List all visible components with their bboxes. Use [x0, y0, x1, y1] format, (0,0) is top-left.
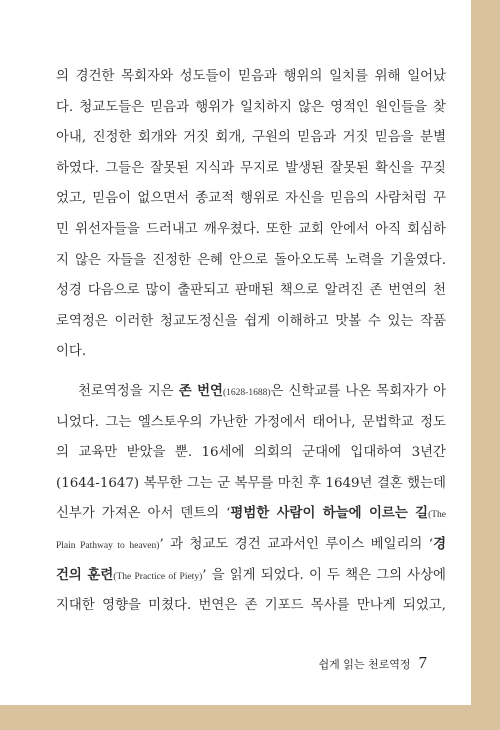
paragraph-1	[56, 62, 446, 368]
book-title-1: 평범한 사람이 하늘에 이르는 길	[230, 506, 429, 522]
text-line: 민 위선자들을 드러내고 깨우쳤다. 또한 교회 안에서 아직 회심하	[56, 221, 446, 237]
author-name: 존 번연	[178, 384, 223, 399]
text-segment: 신부가 가져온 아서 덴트의 ‘	[56, 506, 231, 522]
text-line: 었고, 믿음이 없으면서 종교적 행위로 자신을 믿음의 사람처럼 꾸	[56, 191, 446, 207]
text-line: 아내, 진정한 회개와 거짓 회개, 구원의 믿음과 거짓 믿음을 분별	[56, 130, 446, 146]
text-segment: 은 신학교를 나온 목회자가 아	[270, 384, 446, 399]
text-segment: 천로역정을 지은	[78, 384, 179, 399]
text-line	[56, 530, 446, 561]
author-years: (1628-1688)	[223, 388, 271, 398]
page-number: 7	[418, 653, 427, 672]
text-segment: ’ 과 청교도 경건 교과서인 루이스 베일리의 ‘	[159, 536, 434, 552]
text-line: 니었다. 그는 엘스토우의 가난한 가정에서 태어나, 문법학교 정도	[56, 414, 446, 430]
text-line	[56, 377, 446, 408]
text-line: 다. 청교도들은 믿음과 행위가 일치하지 않은 영적인 원인들을 찾	[56, 99, 446, 115]
book-english-title-1: (The	[428, 510, 446, 521]
text-segment: ’ 을 읽게 되었다. 이 두 책은 그의 사상에	[202, 567, 446, 583]
text-line: 지대한 영향을 미쳤다. 번연은 존 기포드 목사를 만나게 되었고,	[56, 598, 446, 614]
text-line: (1644-1647) 복무한 그는 군 복무를 마친 후 1649년 결혼 했는데	[56, 475, 446, 491]
text-line: 지 않은 자들을 진정한 은혜 안으로 돌아오도록 노력을 기울였다.	[56, 252, 446, 268]
running-title: 쉽게 읽는 천로역정	[318, 658, 411, 671]
paragraph-2	[56, 377, 446, 622]
book-english-title-2: (The Practice of Piety)	[113, 571, 203, 582]
text-line: 이다.	[56, 344, 87, 360]
text-line: 의 교육만 받았을 뿐. 16세에 의회의 군대에 입대하여 3년간	[56, 445, 446, 461]
book-title-2-cont: 건의 훈련	[56, 567, 114, 583]
text-line	[56, 561, 446, 592]
text-line: 로역정은 이러한 청교도정신을 쉽게 이해하고 맛볼 수 있는 작품	[56, 313, 446, 329]
page-footer	[318, 653, 427, 673]
text-line	[56, 499, 446, 530]
text-line: 의 경건한 목회자와 성도들이 믿음과 행위의 일치를 위해 일어났	[56, 69, 446, 84]
text-line: 성경 다음으로 많이 출판되고 판매된 책으로 알려진 존 번연의 천	[56, 283, 446, 299]
book-title-2: 경	[433, 536, 446, 552]
book-english-title-1-cont: Plain Pathway to heaven)	[56, 540, 160, 551]
text-line: 하였다. 그들은 잘못된 지식과 무지로 발생된 잘못된 확신을 꾸짖	[56, 160, 446, 176]
